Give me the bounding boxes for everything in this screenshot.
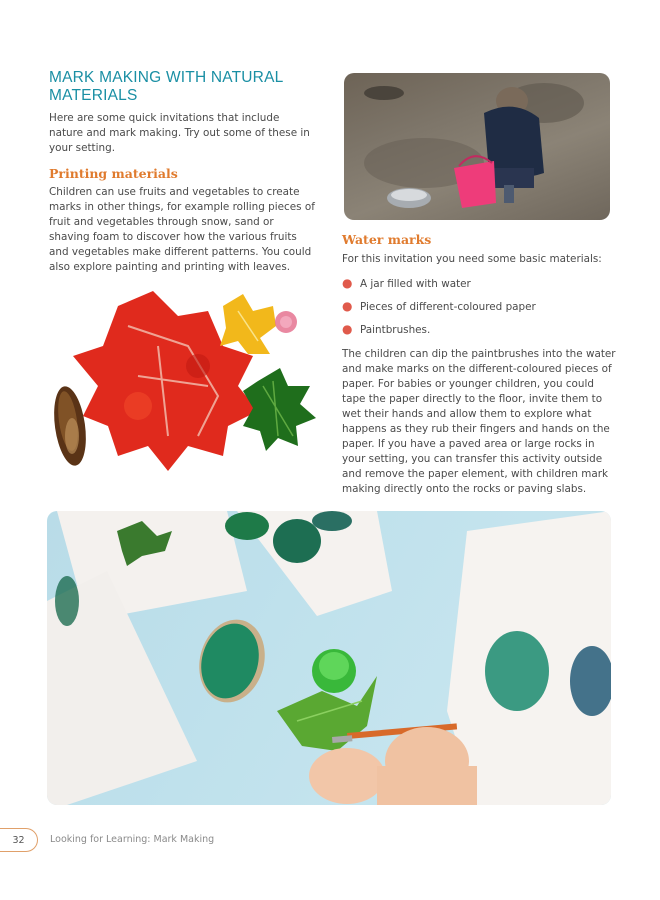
printing-paragraph: Children can use fruits and vegetables to create marks in other things, for example rolling pieces of fruit and vegetables through snow, sand or shaving foam to discover how the various fruits and vegetables make different patterns. You could also explore painting and printing with leaves. xyxy=(49,186,315,273)
intro-paragraph: Here are some quick invitations that include nature and mark making. Try out some of these in your setting. xyxy=(49,112,310,154)
page-number: 32 xyxy=(0,828,38,852)
list-item: ● A jar filled with water xyxy=(342,276,471,290)
leaf-painting-activity-photo xyxy=(47,511,611,805)
child-water-play-photo xyxy=(344,73,610,220)
printing-heading: Printing materials xyxy=(49,166,178,181)
painted-fruit-half xyxy=(190,612,274,710)
bullet-dot-icon: ● xyxy=(342,322,353,336)
materials-list xyxy=(342,277,614,346)
list-item: ● Paintbrushes. xyxy=(342,322,431,336)
metal-bowl xyxy=(387,188,431,208)
water-marks-paragraph: The children can dip the paintbrushes into the water and make marks on the different-coloured pieces of paper. For babies or younger children, you could tape the paper directly to the floor, invite them to wet their hands and allow them to explore what happens as they rub their fingers and hands on the paper. If you have a paved area or large rocks in your setting, you can transfer this activity outside and remove the paper element, with children mark making directly onto the rocks or paving slabs. xyxy=(342,348,616,495)
list-item: ● Pieces of different-coloured paper xyxy=(342,299,536,313)
water-lead-text: For this invitation you need some basic materials: xyxy=(342,253,602,265)
bullet-dot-icon: ● xyxy=(342,276,353,290)
green-leaf-print xyxy=(243,368,316,451)
brown-leaf-print xyxy=(50,384,91,467)
bullet-dot-icon: ● xyxy=(342,299,353,313)
footer-book-title: Looking for Learning: Mark Making xyxy=(50,834,215,845)
pink-leaf-print xyxy=(275,311,297,333)
water-marks-heading: Water marks xyxy=(342,232,432,247)
yellow-leaf-print xyxy=(220,294,276,354)
leaf-prints-image xyxy=(48,286,320,472)
page-title: MARK MAKING WITH NATURAL MATERIALS xyxy=(49,69,283,104)
